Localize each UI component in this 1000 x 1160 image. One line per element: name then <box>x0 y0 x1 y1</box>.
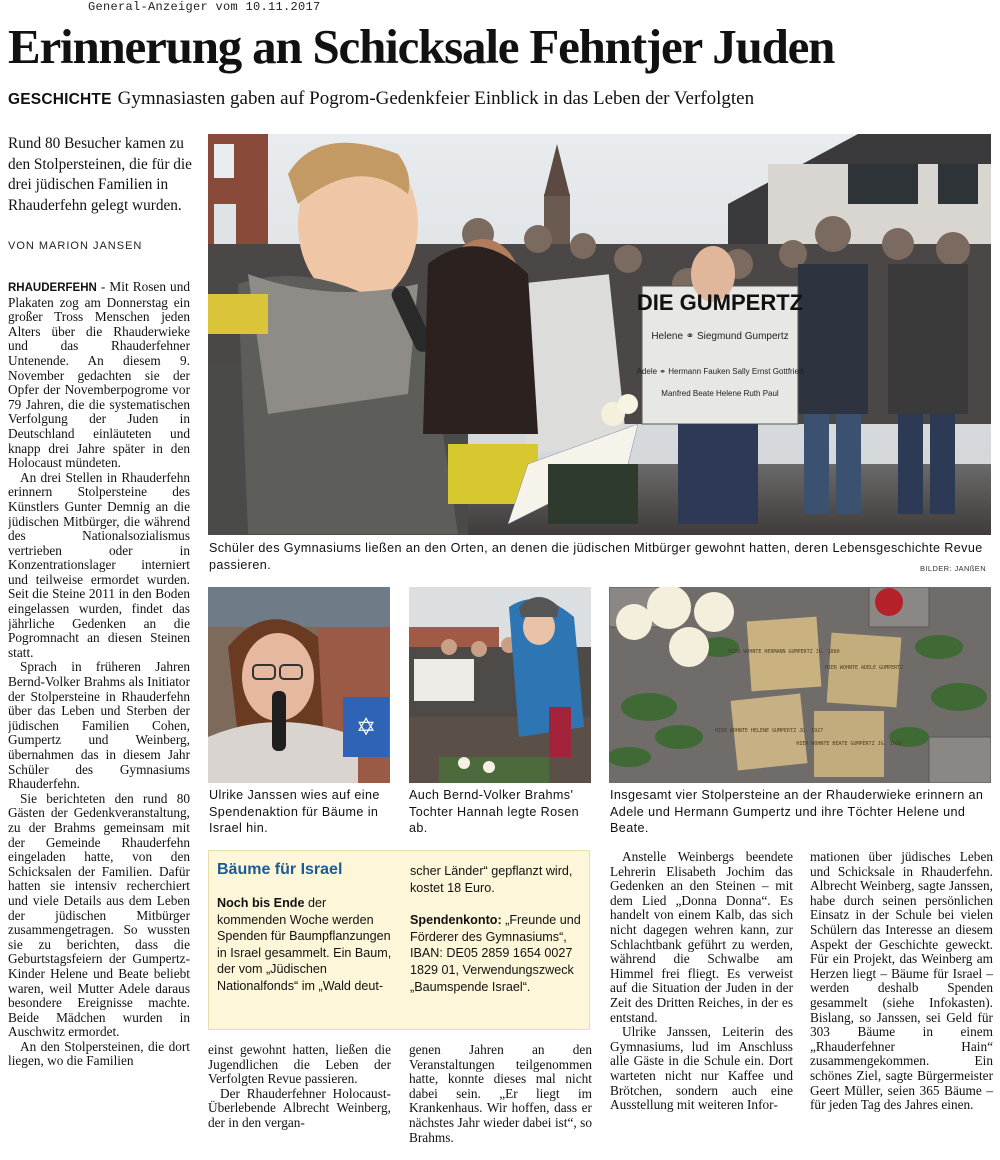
dateline: RHAUDERFEHN <box>8 282 97 294</box>
headline: Erinnerung an Schicksale Fehntjer Juden <box>8 19 835 74</box>
infobox-account-text: „Freunde und Förderer des Gymnasiums“, IBAN: DE05 2859 1654 0027 1829 01, Verwendungszweck „Baumspende Israel“. <box>410 913 581 994</box>
source-line: General-Anzeiger vom 10.11.2017 <box>88 0 321 14</box>
subheadline: Gymnasiasten gaben auf Pogrom-Gedenkfeier Einblick in das Leben der Verfolgten <box>117 88 755 109</box>
paragraph: Anstelle Weinbergs beendete Lehrerin Elisabeth Jochim das Gedenken an den Steinen – mit dem Lied „Donna Donna“. Es handelt von einem Kalb, das sich nicht dagegen wehren kann, zur Schlachtbank geführt zu werden, während die Schwalbe am Himmel frei fliegt. Es verweist auf die Situation der Juden in der Zeit des Dritten Reiches, in der es entstand. <box>610 849 793 1025</box>
paragraph: An drei Stellen in Rhauderfehn erinnern Stolpersteine des Künstlers Gunter Demnig an die jüdischen Mitbürger, die während des Nationalsozialismus vertrieben oder in Konzentrationslager interniert und teilweise ermordet wurden. Seit die Steine 2011 in den Boden eingelassen wurden, findet das jährliche Gedenken an die Pogromnacht an diesen Steinen statt. <box>8 469 190 660</box>
sign-title: DIE GUMPERTZ <box>636 290 804 315</box>
photo-janssen <box>208 587 390 783</box>
caption-janssen: Ulrike Janssen wies auf eine Spendenaktion für Bäume in Israel hin. <box>209 788 380 835</box>
main-photo-caption: Schüler des Gymnasiums ließen an den Orten, an denen die jüdischen Mitbürger gewohnt hatten, deren Lebensgeschichte Revue passieren. <box>209 541 983 572</box>
photo-hannah <box>409 587 591 783</box>
star-of-david-icon: ✡ <box>355 715 377 741</box>
paragraph: einst gewohnt hatten, ließen die Jugendlichen die Leben der Verfolgten Revue passieren. <box>208 1042 391 1087</box>
stone-text-helene: HIER WOHNTE HELENE GUMPERTZ JG. 1927 <box>714 728 824 734</box>
main-photo-image <box>208 134 991 535</box>
photo-credit: BILDER: JANßEN <box>920 564 987 573</box>
stone-text-adele: HIER WOHNTE ADELE GUMPERTZ <box>824 665 904 671</box>
section-kicker: GESCHICHTE <box>8 91 112 108</box>
paragraph: Sie berichteten den rund 80 Gästen der Gedenkveranstaltung, zu der Brahms gemeinsam mit der Gemeinde Rhauderfehn eingeladen hatte, von den Schicksalen der Familien. Dafür hatten sie intensiv recherchiert und viele Details aus dem Leben der jüdischen Mitbürger zusammengetragen. So wussten sie zu berichten, dass die Geburtstagsfeiern der Gumpertz-Kinder Helene und Beate beliebt waren, weil Mutter Adele daraus besondere Ereignisse machte. Beide Mädchen wurden in Auschwitz ermordet. <box>8 790 190 1040</box>
photo-stolpersteine-image <box>609 587 991 783</box>
article-column-5 <box>810 850 993 1113</box>
sign-line-3: Manfred Beate Helene Ruth Paul <box>661 389 779 398</box>
photo-hannah-image <box>409 587 591 783</box>
infobox-column-2 <box>410 863 582 995</box>
infobox-bold-lead: Noch bis Ende <box>217 896 305 910</box>
byline: VON MARION JANSEN <box>8 240 143 252</box>
paragraph: Sprach in früheren Jahren Bernd-Volker Brahms als Initiator der Stolpersteine in Rhauderfehn über das Leben und Sterben der jüdischen Familien Cohen, Gumpertz und Weinberg, übernahmen das in diesem Jahr Schüler des Gymnasiums Rhauderfehn. <box>8 659 190 792</box>
subheadline-row <box>8 88 754 110</box>
infobox-title: Bäume für Israel <box>217 861 343 878</box>
photo-janssen-image <box>208 587 390 783</box>
infobox <box>208 850 590 1030</box>
paragraph: An den Stolpersteinen, die dort liegen, wo die Familien <box>8 1038 190 1069</box>
main-photo <box>208 134 991 535</box>
infobox-text: scher Länder“ gepflanzt wird, kostet 18 Euro. <box>410 864 573 895</box>
caption-hannah: Auch Bernd-Volker Brahms' Tochter Hannah legte Rosen ab. <box>409 788 580 835</box>
sign-line-1: Helene ⚭ Siegmund Gumpertz <box>651 331 789 342</box>
stone-text-beate: HIER WOHNTE BEATE GUMPERTZ JG. 1929 <box>796 741 902 747</box>
infobox-text: der kommenden Woche werden Spenden für Baumpflanzungen in Israel gesammelt. Ein Baum, der vom „Jüdischen Nationalfonds“ im „Wald deut- <box>217 896 392 993</box>
paragraph: Der Rhauderfehner Holocaust-Überlebende Albrecht Weinberg, der in den vergan- <box>208 1085 391 1130</box>
stone-text-hermann: HIER WOHNTE HERMANN GUMPERTZ JG. 1880 <box>728 649 840 655</box>
article-column-1 <box>8 280 190 1145</box>
article-column-4 <box>610 850 793 1113</box>
paragraph-text: - Mit Rosen und Plakaten zog am Donnerstag ein großer Tross Menschen jeden Alters über die Rhauderwieke und das Rhauderfehner Untenende. An diesem 9. November gedachten sie der Opfer der Novemberpogrome vor 79 Jahren, die die systematischen Verfolgung der Juden in Deutschland einläuteten und knapp drei Jahre später in den Holocaust mündeten. <box>8 280 190 471</box>
sign-line-2: Adele ⚭ Hermann Fauken Sally Ernst Gottfried <box>636 367 804 376</box>
paragraph <box>8 280 190 471</box>
photo-stolpersteine <box>609 587 991 783</box>
lead-paragraph: Rund 80 Besucher kamen zu den Stolpersteinen, die für die drei jüdischen Familien in Rhauderfehn gelegt wurden. <box>8 135 192 214</box>
paragraph: mationen über jüdisches Leben und Schicksale in Rhauderfehn. Albrecht Weinberg, sagte Janssen, habe durch seinen persönlichen Einsatz in der Schule bei vielen Schülern das Interesse an diesem Aspekt der Geschichte geweckt. Für ein Projekt, das Weinberg am Herzen liegt – Bäume für Israel – werden deshalb Spenden gesammelt (siehe Infokasten). Bislang, so Janssen, sei Geld für 303 Bäume in einem „Rhauderfehner Hain“ zusammengekommen. Ein schönes Ziel, sagte Bürgermeister Geert Müller, seien 365 Bäume –für jeden Tag des Jahres einen. <box>810 849 993 1113</box>
infobox-account <box>410 912 582 995</box>
article-column-3 <box>409 1043 592 1145</box>
paragraph: genen Jahren an den Veranstaltungen teilgenommen hatte, konnte dieses mal nicht dabei sein. „Er liegt im Krankenhaus. Wir hoffen, dass er nächstes Jahr wieder dabei ist“, so Brahms. <box>409 1042 592 1145</box>
paragraph: Ulrike Janssen, Leiterin des Gymnasiums, lud im Anschluss alle Gäste in die Schule ein. Dort warteten nicht nur Kaffee und Brötchen, sondern auch eine Ausstellung mit weiteren Infor- <box>610 1024 793 1113</box>
caption-stolpersteine: Insgesamt vier Stolpersteine an der Rhauderwieke erinnern an Adele und Hermann Gumpertz und ihre Töchter Helene und Beate. <box>610 788 984 835</box>
article-column-2 <box>208 1043 391 1131</box>
infobox-column-1 <box>217 895 397 995</box>
infobox-bold-account: Spendenkonto: <box>410 913 502 928</box>
